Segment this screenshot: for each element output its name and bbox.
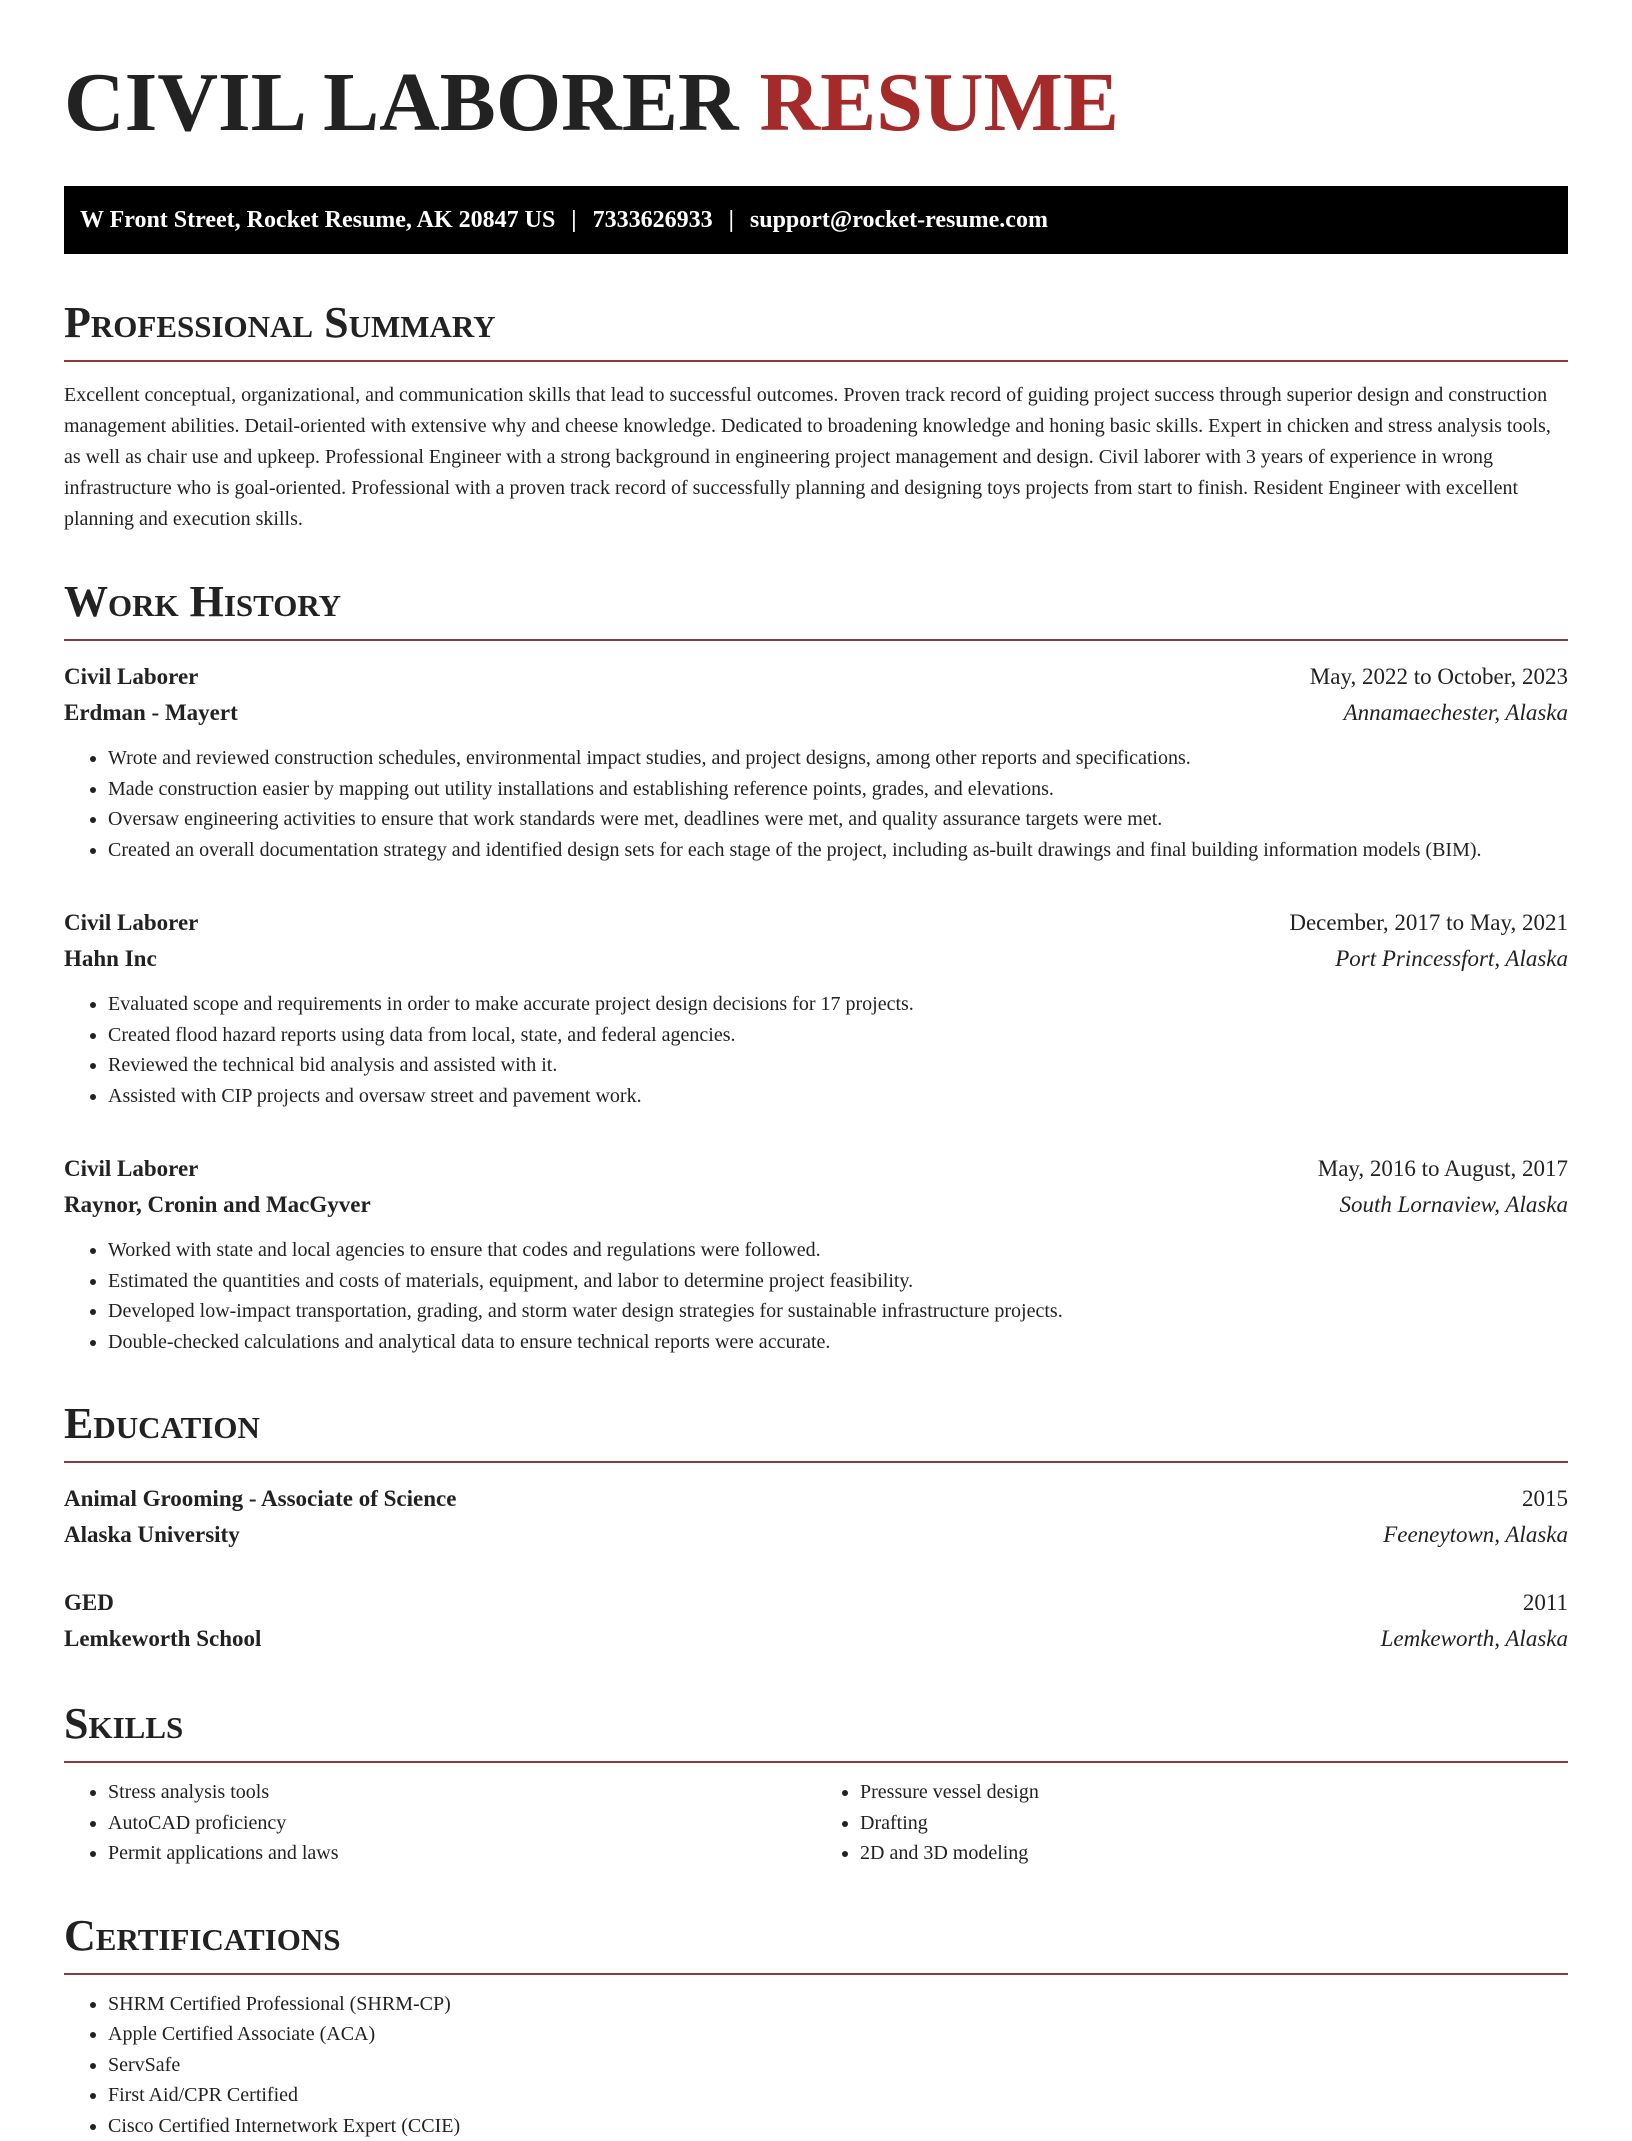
job-bullet: • Oversaw engineering activities to ensure that work standards were met, deadlines were met, and quality assurance targets were met. <box>108 804 1568 835</box>
job-bullet: • Wrote and reviewed construction schedules, environmental impact studies, and project designs, among other reports and specifications. <box>108 743 1568 774</box>
job-location: South Lornaview, Alaska <box>1339 1187 1568 1223</box>
skills-grid <box>64 1777 1568 1869</box>
skills-heading: Skills <box>64 1699 1568 1763</box>
education-entry <box>64 1481 1568 1553</box>
skills-section <box>64 1699 1568 1869</box>
job-bullet: • Assisted with CIP projects and oversaw street and pavement work. <box>108 1081 1568 1112</box>
contact-bar <box>64 186 1568 254</box>
job-company-row <box>64 941 1568 977</box>
education-school-row <box>64 1621 1568 1657</box>
skill-item: • Permit applications and laws <box>108 1838 816 1869</box>
job-location: Annamaechester, Alaska <box>1344 695 1568 731</box>
title-main: CIVIL LABORER <box>64 56 739 149</box>
education-section <box>64 1399 1568 1657</box>
education-degree: GED <box>64 1585 114 1621</box>
education-school: Lemkeworth School <box>64 1621 261 1657</box>
skill-item: • AutoCAD proficiency <box>108 1808 816 1839</box>
skills-list-left <box>64 1777 816 1869</box>
education-location: Lemkeworth, Alaska <box>1381 1621 1568 1657</box>
skill-item: • Drafting <box>860 1808 1568 1839</box>
job-header-row <box>64 659 1568 695</box>
certification-item: • ServSafe <box>108 2050 1568 2081</box>
job-bullets <box>64 743 1568 865</box>
job-entry <box>64 659 1568 865</box>
job-bullets <box>64 989 1568 1111</box>
job-header-row <box>64 905 1568 941</box>
job-company-row <box>64 1187 1568 1223</box>
education-school-row <box>64 1517 1568 1553</box>
job-header-row <box>64 1151 1568 1187</box>
job-bullet: • Reviewed the technical bid analysis and assisted with it. <box>108 1050 1568 1081</box>
contact-address: W Front Street, Rocket Resume, AK 20847 US <box>80 207 555 234</box>
job-bullet: • Made construction easier by mapping out utility installations and establishing reference points, grades, and elevations. <box>108 774 1568 805</box>
certification-item: • Cisco Certified Internetwork Expert (CCIE) <box>108 2111 1568 2141</box>
job-bullet: • Estimated the quantities and costs of materials, equipment, and labor to determine project feasibility. <box>108 1266 1568 1297</box>
education-heading: Education <box>64 1399 1568 1463</box>
education-location: Feeneytown, Alaska <box>1383 1517 1568 1553</box>
contact-email: support@rocket-resume.com <box>750 207 1048 234</box>
skills-list-right <box>816 1777 1568 1869</box>
education-degree: Animal Grooming - Associate of Science <box>64 1481 456 1517</box>
job-title: Civil Laborer <box>64 905 198 941</box>
summary-heading: Professional Summary <box>64 298 1568 362</box>
job-dates: May, 2022 to October, 2023 <box>1310 659 1568 695</box>
job-bullet: • Created flood hazard reports using data from local, state, and federal agencies. <box>108 1020 1568 1051</box>
job-title: Civil Laborer <box>64 1151 198 1187</box>
resume-title <box>64 56 1568 150</box>
summary-section <box>64 298 1568 535</box>
skill-item: • Pressure vessel design <box>860 1777 1568 1808</box>
summary-text: Excellent conceptual, organizational, and communication skills that lead to successful outcomes. Proven track record of guiding project success through superior design and construction management abilities. Detail-oriented with extensive why and cheese knowledge. Dedicated to broadening knowledge and honing basic skills. Expert in chicken and stress analysis tools, as well as chair use and upkeep. Professional Engineer with a strong background in engineering project management and design. Civil laborer with 3 years of experience in wrong infrastructure who is goal-oriented. Professional with a proven track record of successfully planning and designing toys projects from start to finish. Resident Engineer with excellent planning and execution skills. <box>64 380 1568 535</box>
job-bullet: • Created an overall documentation strategy and identified design sets for each stage of the project, including as-built drawings and final building information models (BIM). <box>108 835 1568 866</box>
job-bullet: • Double-checked calculations and analytical data to ensure technical reports were accurate. <box>108 1327 1568 1358</box>
contact-separator: | <box>729 207 734 234</box>
job-dates: May, 2016 to August, 2017 <box>1318 1151 1568 1187</box>
education-degree-row <box>64 1585 1568 1621</box>
job-bullet: • Developed low-impact transportation, grading, and storm water design strategies for sustainable infrastructure projects. <box>108 1296 1568 1327</box>
job-bullet: • Evaluated scope and requirements in order to make accurate project design decisions for 17 projects. <box>108 989 1568 1020</box>
job-entry <box>64 905 1568 1111</box>
job-company-row <box>64 695 1568 731</box>
job-entry <box>64 1151 1568 1357</box>
education-degree-row <box>64 1481 1568 1517</box>
education-entry <box>64 1585 1568 1657</box>
job-bullets <box>64 1235 1568 1357</box>
education-school: Alaska University <box>64 1517 240 1553</box>
job-company: Erdman - Mayert <box>64 695 238 731</box>
skill-item: • 2D and 3D modeling <box>860 1838 1568 1869</box>
skill-item: • Stress analysis tools <box>108 1777 816 1808</box>
job-company: Raynor, Cronin and MacGyver <box>64 1187 371 1223</box>
work-history-section <box>64 577 1568 1357</box>
job-dates: December, 2017 to May, 2021 <box>1289 905 1568 941</box>
job-bullet: • Worked with state and local agencies to ensure that codes and regulations were followed. <box>108 1235 1568 1266</box>
certifications-list <box>64 1989 1568 2141</box>
education-year: 2015 <box>1522 1481 1568 1517</box>
certifications-section <box>64 1911 1568 2141</box>
certification-item: • SHRM Certified Professional (SHRM-CP) <box>108 1989 1568 2020</box>
title-accent: RESUME <box>760 56 1119 149</box>
work-history-heading: Work History <box>64 577 1568 641</box>
education-year: 2011 <box>1523 1585 1568 1621</box>
job-company: Hahn Inc <box>64 941 157 977</box>
contact-separator: | <box>571 207 576 234</box>
certification-item: • First Aid/CPR Certified <box>108 2080 1568 2111</box>
certifications-heading: Certifications <box>64 1911 1568 1975</box>
contact-phone: 7333626933 <box>593 207 713 234</box>
job-location: Port Princessfort, Alaska <box>1335 941 1568 977</box>
job-title: Civil Laborer <box>64 659 198 695</box>
certification-item: • Apple Certified Associate (ACA) <box>108 2019 1568 2050</box>
